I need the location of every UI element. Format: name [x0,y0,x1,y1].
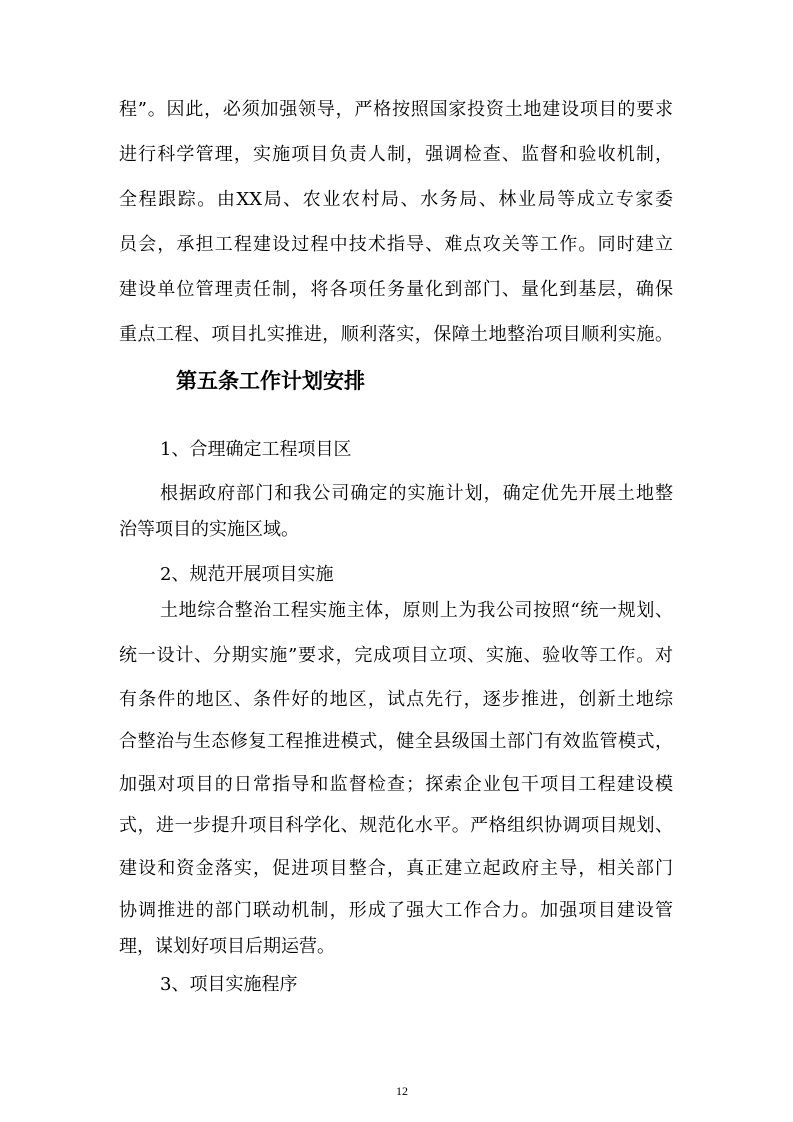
paragraph-line: 建设单位管理责任制，将各项任务量化到部门、量化到基层，确保 [119,279,673,300]
item-2-heading: 2、规范开展项目实施 [160,564,334,585]
paragraph-line: 式，进一步提升项目科学化、规范化水平。严格组织协调项目规划、 [119,815,673,836]
paragraph-line: 进行科学管理，实施项目负责人制，强调检查、监督和验收机制， [119,144,673,165]
paragraph-line: 建设和资金落实，促进项目整合，真正建立起政府主导，相关部门 [119,858,673,879]
paragraph-line: 重点工程、项目扎实推进，顺利落实，保障土地整治项目顺利实施。 [119,324,673,345]
paragraph-line: 有条件的地区、条件好的地区，试点先行，逐步推进，创新土地综 [119,689,673,710]
paragraph-line: 全程跟踪。由XX局、农业农村局、水务局、林业局等成立专家委 [119,189,673,210]
page-number: 12 [396,1084,408,1098]
paragraph-line: 理，谋划好项目后期运营。 [119,936,335,957]
paragraph-line: 土地综合整治工程实施主体，原则上为我公司按照“统一规划、 [160,600,673,621]
paragraph-line: 员会，承担工程建设过程中技术指导、难点攻关等工作。同时建立 [119,234,673,255]
paragraph-line: 协调推进的部门联动机制，形成了强大工作合力。加强项目建设管 [119,900,673,921]
paragraph-line: 加强对项目的日常指导和监督检查；探索企业包干项目工程建设模 [119,774,673,795]
paragraph-line: 统一设计、分期实施”要求，完成项目立项、实施、验收等工作。对 [119,645,673,666]
item-3-heading: 3、项目实施程序 [160,974,298,995]
paragraph-line: 治等项目的实施区域。 [119,519,299,540]
section-heading: 第五条工作计划安排 [176,369,365,393]
paragraph-line: 根据政府部门和我公司确定的实施计划，确定优先开展土地整 [160,483,673,504]
paragraph-line: 合整治与生态修复工程推进模式，健全县级国土部门有效监管模式， [119,731,673,752]
item-1-heading: 1、合理确定工程项目区 [160,439,352,460]
paragraph-line: 程”。因此，必须加强领导，严格按照国家投资土地建设项目的要求 [119,99,673,120]
